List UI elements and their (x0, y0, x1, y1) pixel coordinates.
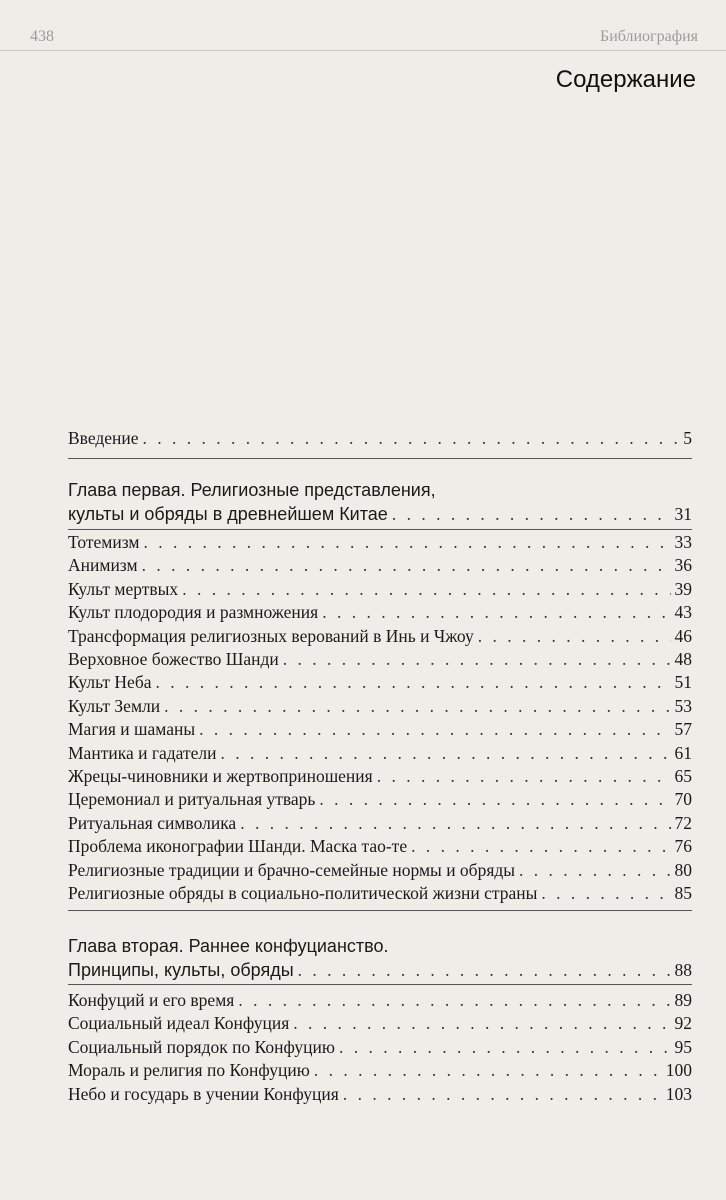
toc-entry (68, 812, 692, 834)
toc-entry (68, 882, 692, 904)
toc-entry (68, 695, 692, 717)
divider-rule (68, 458, 692, 459)
leader-dots (392, 503, 671, 525)
toc-entry-label: Культ мертвых (68, 578, 179, 599)
toc-entry (68, 1083, 692, 1105)
toc-entry-label: Религиозные обряды в социально-политической жизни страны (68, 883, 538, 903)
toc-entry (68, 788, 692, 810)
toc-entry (68, 554, 692, 576)
toc-entry-page: 48 (674, 649, 692, 669)
chapter2-page: 88 (674, 960, 692, 980)
toc-entry-page: 46 (674, 625, 692, 646)
leader-dots (377, 765, 671, 787)
chapter2-title-entry (68, 959, 692, 981)
leader-dots (283, 648, 671, 670)
toc-entry-page: 100 (665, 1060, 692, 1081)
leader-dots (221, 742, 671, 764)
leader-dots (339, 1036, 671, 1058)
toc-entry-page: 57 (674, 719, 692, 740)
page-title: Содержание (555, 66, 696, 93)
toc-entry-page: 53 (674, 695, 692, 716)
divider-rule (68, 910, 692, 911)
leader-dots (199, 718, 670, 740)
toc-entry-label: Трансформация религиозных верований в Инь и Чжоу (68, 625, 474, 646)
leader-dots (293, 1012, 670, 1034)
toc-entry (68, 835, 692, 857)
toc-entry-label: Ритуальная символика (68, 812, 237, 833)
toc-entry-label: Культ Земли (68, 695, 161, 716)
chapter2-title-line1: Глава вторая. Раннее конфуцианство. (68, 936, 389, 956)
toc-entry (68, 742, 692, 764)
toc-entry (68, 578, 692, 600)
toc-entry-page: 33 (674, 532, 692, 552)
toc-entry-page: 61 (674, 742, 692, 763)
leader-dots (240, 812, 670, 834)
toc-entry-page: 95 (674, 1036, 692, 1057)
toc-entry-label: Церемониал и ритуальная утварь (68, 789, 316, 810)
chapter1-title-line1: Глава первая. Религиозные представления, (68, 480, 436, 500)
chapter1-title-entry (68, 503, 692, 525)
toc-entry-label: Мантика и гадатели (68, 742, 217, 763)
toc-entry-page: 103 (665, 1083, 692, 1104)
toc-entry-label: Жрецы-чиновники и жертвоприношения (68, 766, 373, 786)
chapter1-title-line2: культы и обряды в древнейшем Китае (68, 504, 388, 524)
chapter2-title-line2: Принципы, культы, обряды (68, 960, 294, 980)
toc-entry-introduction (68, 427, 692, 449)
toc-entry-page: 76 (674, 836, 692, 857)
toc-entry-page: 70 (674, 789, 692, 810)
divider-rule (68, 984, 692, 985)
leader-dots (155, 671, 670, 693)
header-page-number: 438 (30, 28, 54, 45)
toc-entry (68, 1059, 692, 1081)
toc-entry-label: Магия и шаманы (68, 719, 196, 740)
toc-entry-label: Верховное божество Шанди (68, 649, 279, 669)
header-running-title: Библиография (600, 28, 698, 45)
toc-entry-label: Небо и государь в учении Конфуция (68, 1083, 339, 1104)
toc-entry-label: Тотемизм (68, 532, 140, 552)
leader-dots (142, 554, 671, 576)
toc-entry (68, 718, 692, 740)
leader-dots (319, 788, 670, 810)
toc-entry-label: Социальный порядок по Конфуцию (68, 1036, 335, 1057)
toc-entry (68, 1036, 692, 1058)
leader-dots (541, 882, 670, 904)
toc-entry-page: 89 (674, 990, 692, 1010)
divider-rule (68, 529, 692, 530)
toc-entry-page: 43 (674, 602, 692, 623)
toc-entry (68, 648, 692, 670)
toc-entry-label: Проблема иконографии Шанди. Маска тао-те (68, 836, 408, 857)
leader-dots (519, 859, 670, 881)
leader-dots (144, 531, 671, 553)
toc-entry (68, 1012, 692, 1034)
toc-entry-label: Культ Неба (68, 672, 152, 693)
leader-dots (322, 601, 670, 623)
leader-dots (478, 625, 671, 647)
toc-entry (68, 531, 692, 553)
leader-dots (411, 835, 670, 857)
toc-entry (68, 671, 692, 693)
leader-dots (298, 959, 671, 981)
toc-entry-page: 85 (674, 883, 692, 903)
toc-entry-label: Культ плодородия и размножения (68, 602, 319, 623)
toc-entry-page: 39 (674, 578, 692, 599)
toc-entry (68, 859, 692, 881)
leader-dots (182, 578, 670, 600)
toc-entry-page: 72 (674, 812, 692, 833)
toc-entry-label: Религиозные традиции и брачно-семейные нормы и обряды (68, 859, 516, 880)
toc-entry-label: Социальный идеал Конфуция (68, 1013, 290, 1034)
toc-entry (68, 765, 692, 787)
toc-entry-page: 51 (674, 672, 692, 693)
toc-entry-label: Мораль и религия по Конфуцию (68, 1060, 310, 1081)
toc-entry-page: 36 (674, 555, 692, 576)
toc-entry-page: 65 (674, 766, 692, 786)
toc-entry-page: 5 (683, 428, 692, 448)
leader-dots (143, 427, 680, 449)
leader-dots (314, 1059, 662, 1081)
toc-entry-page: 92 (674, 1013, 692, 1034)
leader-dots (238, 989, 670, 1011)
toc-entry-label: Анимизм (68, 555, 138, 576)
page-header (0, 0, 726, 51)
toc-entry-label: Введение (68, 428, 139, 448)
toc-entry (68, 601, 692, 623)
leader-dots (164, 695, 670, 717)
chapter1-page: 31 (674, 504, 692, 524)
toc-entry (68, 989, 692, 1011)
toc-entry-page: 80 (674, 859, 692, 880)
toc-entry (68, 625, 692, 647)
leader-dots (343, 1083, 662, 1105)
toc-entry-label: Конфуций и его время (68, 990, 235, 1010)
